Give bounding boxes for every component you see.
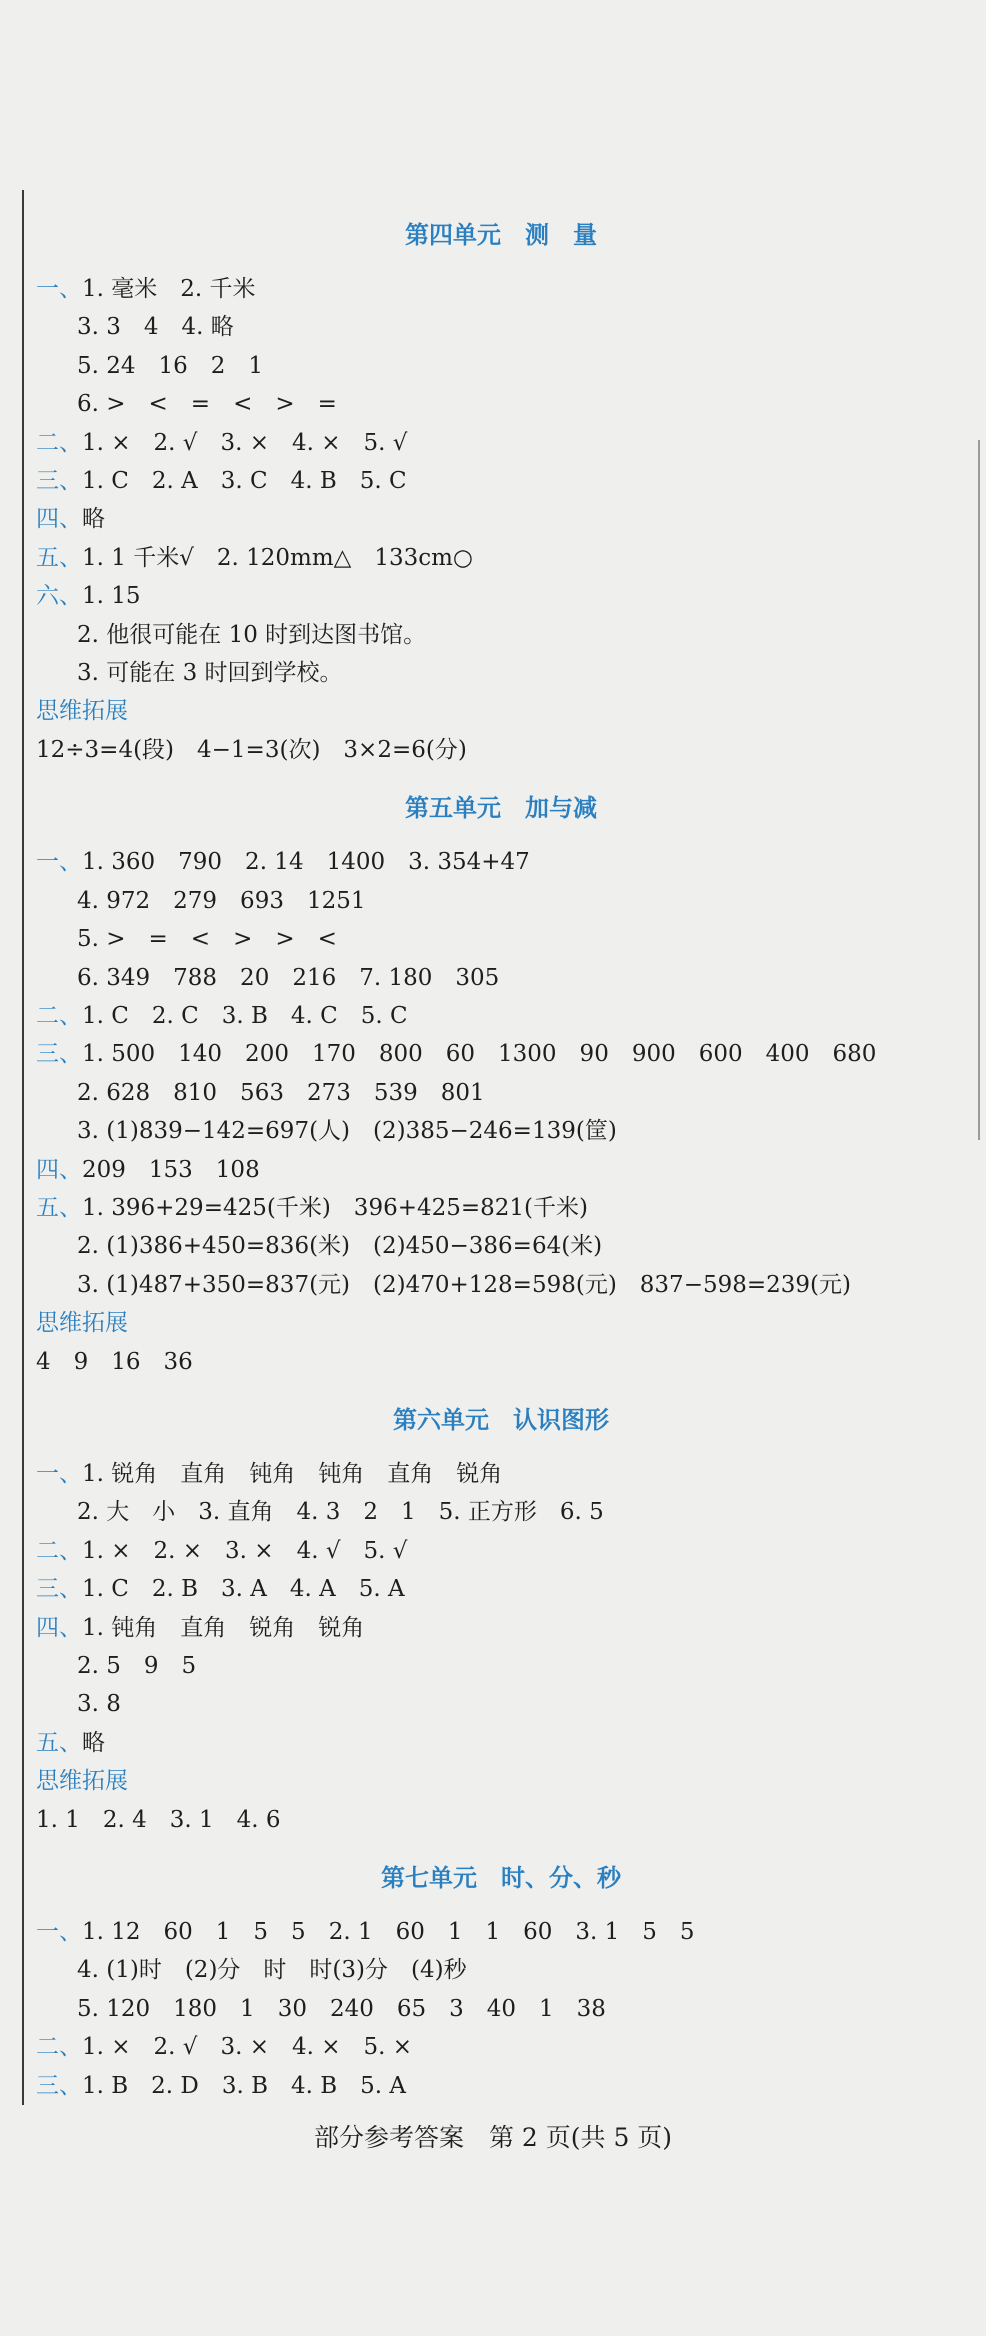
think-expand-answer: 1. 1 2. 4 3. 1 4. 6 bbox=[36, 1806, 281, 1833]
unit-5 bbox=[36, 789, 966, 1381]
answer-line bbox=[36, 1647, 966, 1685]
answer-line bbox=[36, 920, 966, 958]
answer-line bbox=[36, 1685, 966, 1723]
answer-text: 1. C 2. A 3. C 4. B 5. C bbox=[82, 468, 407, 495]
answer-text: 1. 360 790 2. 14 1400 3. 354+47 bbox=[82, 849, 530, 876]
answer-text: 2. (1)386+450=836(米) (2)450−386=64(米) bbox=[77, 1233, 603, 1260]
answer-line bbox=[36, 1609, 966, 1647]
answer-line bbox=[36, 1724, 966, 1762]
unit-6 bbox=[36, 1401, 966, 1839]
answer-line bbox=[36, 1455, 966, 1493]
answer-line bbox=[36, 347, 966, 385]
section-label: 一、 bbox=[36, 1919, 82, 1946]
answer-line bbox=[36, 385, 966, 423]
answer-text: 3. (1)487+350=837(元) (2)470+128=598(元) 837−598=239(元) bbox=[77, 1271, 851, 1298]
answer-line bbox=[36, 270, 966, 308]
answer-text: 1. C 2. B 3. A 4. A 5. A bbox=[82, 1576, 405, 1603]
think-expand-answer: 4 9 16 36 bbox=[36, 1348, 193, 1375]
answer-text: 4. (1)时 (2)分 时 时(3)分 (4)秒 bbox=[77, 1957, 467, 1984]
answer-line bbox=[36, 1266, 966, 1304]
section-label: 二、 bbox=[36, 2034, 82, 2061]
section-label: 三、 bbox=[36, 1041, 82, 1068]
page-edge-line bbox=[978, 440, 980, 1140]
answer-text: 3. 8 bbox=[77, 1691, 121, 1718]
answer-text: 1. 锐角 直角 钝角 钝角 直角 锐角 bbox=[82, 1460, 503, 1487]
answer-line bbox=[36, 539, 966, 577]
answer-text: 1. B 2. D 3. B 4. B 5. A bbox=[82, 2072, 407, 2099]
answer-line bbox=[36, 1570, 966, 1608]
answer-line bbox=[36, 424, 966, 462]
answer-line bbox=[36, 2067, 966, 2105]
answer-text: 1. 钝角 直角 锐角 锐角 bbox=[82, 1614, 365, 1641]
answer-text: 6. > < = < > = bbox=[77, 391, 337, 418]
section-label: 六、 bbox=[36, 583, 82, 610]
answer-line bbox=[36, 1035, 966, 1073]
answer-line bbox=[36, 1951, 966, 1989]
answer-text: 2. 5 9 5 bbox=[77, 1653, 197, 1679]
answer-text: 209 153 108 bbox=[82, 1156, 260, 1183]
unit-title: 第七单元 时、分、秒 bbox=[381, 1864, 621, 1893]
answer-line bbox=[36, 843, 966, 881]
answer-line bbox=[36, 1074, 966, 1112]
answer-text: 1. 12 60 1 5 5 2. 1 60 1 1 60 3. 1 5 5 bbox=[82, 1919, 695, 1946]
section-label: 一、 bbox=[36, 1460, 82, 1487]
answer-text: 1. × 2. × 3. × 4. √ 5. √ bbox=[82, 1537, 408, 1564]
unit-title: 第五单元 加与减 bbox=[405, 794, 597, 823]
answer-text: 2. 628 810 563 273 539 801 bbox=[77, 1079, 485, 1106]
answer-line bbox=[36, 1151, 966, 1189]
section-label: 二、 bbox=[36, 1537, 82, 1564]
answer-text: 5. 24 16 2 1 bbox=[77, 352, 264, 379]
section-label: 一、 bbox=[36, 849, 82, 876]
section-label: 三、 bbox=[36, 2072, 82, 2099]
section-label: 三、 bbox=[36, 468, 82, 495]
answer-line bbox=[36, 1189, 966, 1227]
answer-line bbox=[36, 616, 966, 654]
answer-text: 略 bbox=[82, 506, 105, 533]
answer-line bbox=[36, 577, 966, 615]
answer-line bbox=[36, 462, 966, 500]
section-label: 四、 bbox=[36, 1156, 82, 1183]
unit-title: 第四单元 测 量 bbox=[405, 221, 597, 249]
answer-text: 2. 他很可能在 10 时到达图书馆。 bbox=[77, 621, 427, 648]
answer-line bbox=[36, 500, 966, 538]
answer-text: 1. × 2. √ 3. × 4. × 5. × bbox=[82, 2034, 413, 2061]
answer-line bbox=[36, 959, 966, 997]
answer-text: 3. (1)839−142=697(人) (2)385−246=139(筐) bbox=[77, 1118, 617, 1145]
answer-text: 1. 15 bbox=[82, 583, 141, 610]
section-label: 三、 bbox=[36, 1576, 82, 1603]
section-label: 四、 bbox=[36, 506, 82, 533]
unit-4 bbox=[36, 216, 966, 769]
unit-7 bbox=[36, 1859, 966, 2105]
answer-text: 2. 大 小 3. 直角 4. 3 2 1 5. 正方形 6. 5 bbox=[77, 1499, 604, 1526]
section-label: 五、 bbox=[36, 544, 82, 571]
answer-text: 略 bbox=[82, 1729, 105, 1756]
answer-text: 3. 3 4 4. 略 bbox=[77, 314, 234, 341]
answer-text: 4. 972 279 693 1251 bbox=[77, 887, 366, 914]
section-label: 五、 bbox=[36, 1729, 82, 1756]
answer-line bbox=[36, 1227, 966, 1265]
answer-text: 1. 396+29=425(千米) 396+425=821(千米) bbox=[82, 1194, 588, 1221]
answer-line bbox=[36, 1112, 966, 1150]
section-label: 一、 bbox=[36, 276, 82, 302]
section-label: 二、 bbox=[36, 429, 82, 456]
think-expand-label: 思维拓展 bbox=[36, 1768, 128, 1795]
answer-line bbox=[36, 1913, 966, 1951]
answer-line bbox=[36, 308, 966, 346]
answer-text: 5. > = < > > < bbox=[77, 926, 337, 953]
think-expand-label: 思维拓展 bbox=[36, 1310, 128, 1337]
answer-line bbox=[36, 1493, 966, 1531]
page-footer: 部分参考答案 第 2 页(共 5 页) bbox=[313, 2123, 673, 2152]
answer-line bbox=[36, 997, 966, 1035]
answer-line bbox=[36, 2028, 966, 2066]
answer-line bbox=[36, 1532, 966, 1570]
page-margin-line bbox=[22, 190, 24, 2105]
answer-text: 1. 毫米 2. 千米 bbox=[82, 276, 256, 302]
think-expand-answer: 12÷3=4(段) 4−1=3(次) 3×2=6(分) bbox=[36, 736, 467, 763]
answer-text: 5. 120 180 1 30 240 65 3 40 1 38 bbox=[77, 1995, 606, 2022]
unit-title: 第六单元 认识图形 bbox=[393, 1405, 609, 1434]
think-expand-label: 思维拓展 bbox=[36, 698, 128, 725]
answer-text: 1. × 2. √ 3. × 4. × 5. √ bbox=[82, 429, 408, 456]
answer-line bbox=[36, 1990, 966, 2028]
section-label: 五、 bbox=[36, 1194, 82, 1221]
section-label: 四、 bbox=[36, 1614, 82, 1641]
answer-text: 6. 349 788 20 216 7. 180 305 bbox=[77, 964, 500, 991]
answer-text: 1. C 2. C 3. B 4. C 5. C bbox=[82, 1002, 408, 1029]
answer-content bbox=[36, 212, 966, 2105]
answer-text: 1. 500 140 200 170 800 60 1300 90 900 600 400 680 bbox=[82, 1041, 877, 1068]
answer-line bbox=[36, 882, 966, 920]
answer-text: 3. 可能在 3 时回到学校。 bbox=[77, 660, 343, 687]
section-label: 二、 bbox=[36, 1002, 82, 1029]
answer-text: 1. 1 千米√ 2. 120mm△ 133cm○ bbox=[82, 544, 473, 571]
answer-line bbox=[36, 654, 966, 692]
